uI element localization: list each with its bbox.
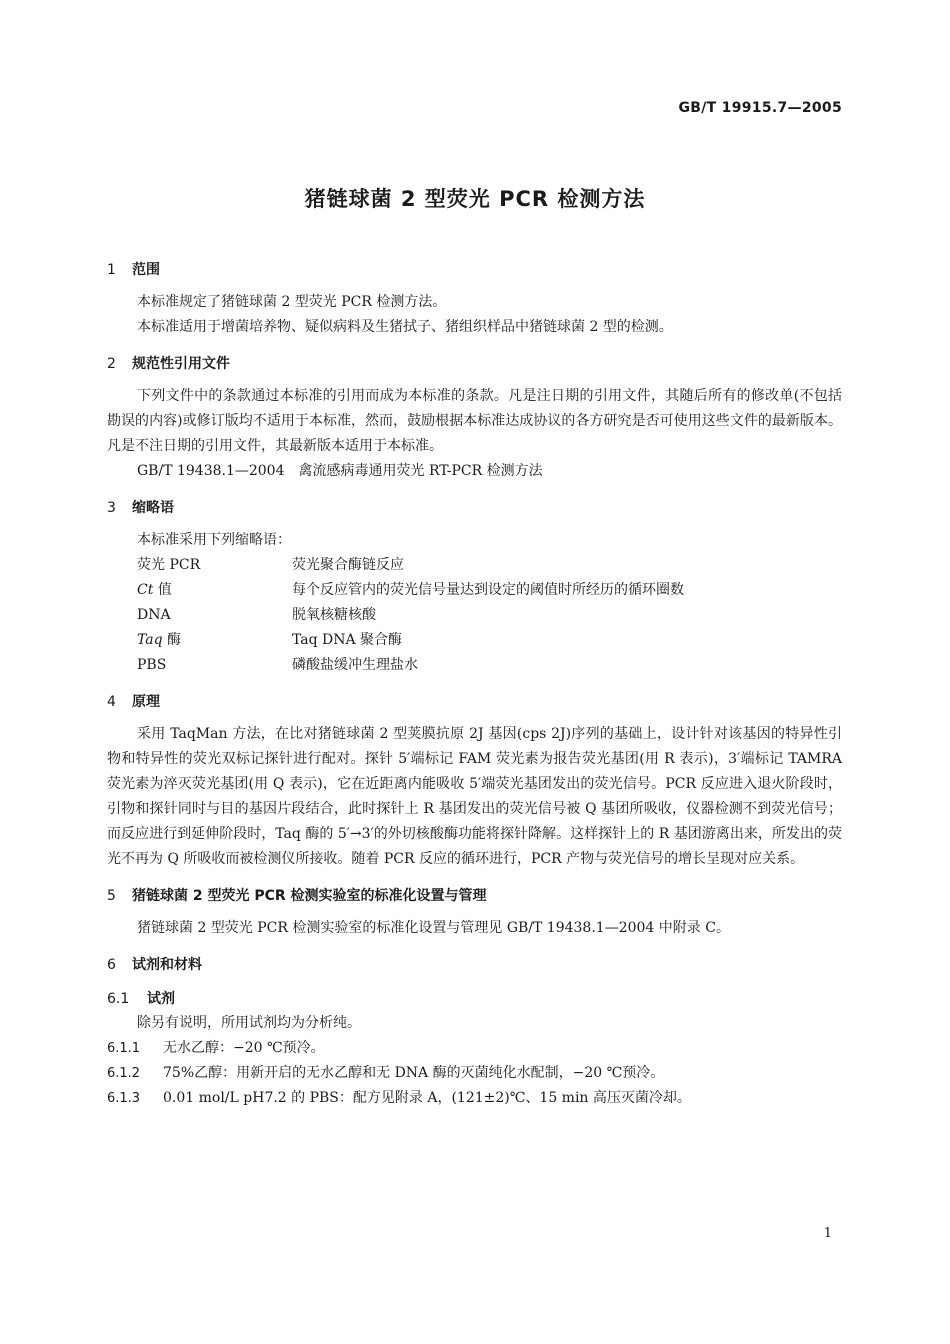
section-title: 缩略语: [132, 500, 174, 516]
clause-item: [107, 1086, 842, 1111]
abbreviation-row: [107, 628, 842, 653]
abbreviation-definition: 磷酸盐缓冲生理盐水: [292, 657, 418, 673]
clause-item: [107, 1036, 842, 1061]
abbreviation-term: Ct 值: [137, 582, 172, 598]
section-heading: [107, 352, 842, 376]
section-heading: [107, 953, 842, 977]
subsection-number: 6.1: [107, 991, 130, 1007]
subsection-title: 试剂: [147, 991, 175, 1007]
paragraph: 本标准规定了猪链球菌 2 型荧光 PCR 检测方法。: [137, 294, 447, 310]
reference-title: 禽流感病毒通用荧光 RT-PCR 检测方法: [298, 463, 543, 479]
document-title: 猪链球菌 2 型荧光 PCR 检测方法: [304, 187, 646, 211]
section-title: 范围: [132, 262, 160, 278]
clause-item: [107, 1061, 842, 1086]
abbreviation-row: [107, 603, 842, 628]
section-heading: [107, 496, 842, 520]
section-title: 试剂和材料: [132, 957, 202, 973]
reference-code: GB/T 19438.1—2004: [137, 463, 285, 479]
abbreviation-term: Taq 酶: [137, 632, 182, 648]
section-title: 规范性引用文件: [132, 356, 230, 372]
subsection-heading: [107, 987, 842, 1011]
paragraph: 除另有说明，所用试剂均为分析纯。: [137, 1015, 361, 1031]
section-heading: [107, 884, 842, 908]
section-number: 1: [107, 262, 116, 278]
clause-text: 75%乙醇：用新开启的无水乙醇和无 DNA 酶的灭菌纯化水配制，−20 ℃预冷。: [163, 1065, 665, 1081]
section-number: 4: [107, 694, 116, 710]
abbreviation-term: 荧光 PCR: [137, 557, 201, 573]
section-number: 3: [107, 500, 116, 516]
abbreviation-term: PBS: [137, 657, 167, 673]
clause-number: 6.1.2: [107, 1066, 141, 1081]
section-number: 5: [107, 888, 116, 904]
abbreviation-definition: 脱氧核糖核酸: [292, 607, 376, 623]
section-title: 猪链球菌 2 型荧光 PCR 检测实验室的标准化设置与管理: [132, 888, 487, 904]
paragraph: 本标准采用下列缩略语：: [137, 532, 291, 548]
standard-number: GB/T 19915.7—2005: [678, 100, 842, 116]
section-number: 6: [107, 957, 116, 973]
paragraph: 采用 TaqMan 方法，在比对猪链球菌 2 型荚膜抗原 2J 基因(cps 2J)序列的基础上，设计针对该基因的特异性引物和特异性的荧光双标记探针进行配对。探针 5′端标记 FAM 荧光素为报告荧光基团(用 R 表示)，3′端标记 TAMRA 荧光素为淬灭荧光基团(用 Q 表示)，它在近距离内能吸收 5′端荧光基团发出的荧光信号。PCR 反应进入退火阶段时，引物和探针同时与目的基因片段结合，此时探针上 R 基团发出的荧光信号被 Q 基团所吸收，仪器检测不到荧光信号；而反应进行到延伸阶段时，Taq 酶的 5′→3′的外切核酸酶功能将探针降解。这样探针上的 R 基团游离出来，所发出的荧光不再为 Q 所吸收而被检测仪所接收。随着 PCR 反应的循环进行，PCR 产物与荧光信号的增长呈现对应关系。: [107, 726, 842, 867]
abbreviation-list: [107, 553, 842, 678]
clause-text: 无水乙醇：−20 ℃预冷。: [163, 1040, 325, 1056]
normative-reference: [107, 459, 842, 484]
section-title: 原理: [132, 694, 160, 710]
section-heading: [107, 258, 842, 282]
paragraph: 下列文件中的条款通过本标准的引用而成为本标准的条款。凡是注日期的引用文件，其随后所有的修改单(不包括勘误的内容)或修订版均不适用于本标准，然而，鼓励根据本标准达成协议的各方研究是否可使用这些文件的最新版本。凡是不注日期的引用文件，其最新版本适用于本标准。: [107, 388, 842, 454]
section-number: 2: [107, 356, 116, 372]
paragraph: 猪链球菌 2 型荧光 PCR 检测实验室的标准化设置与管理见 GB/T 19438.1—2004 中附录 C。: [137, 920, 730, 936]
abbreviation-row: [107, 578, 842, 603]
abbreviation-definition: 每个反应管内的荧光信号量达到设定的阈值时所经历的循环圈数: [292, 582, 684, 598]
paragraph: 本标准适用于增菌培养物、疑似病料及生猪拭子、猪组织样品中猪链球菌 2 型的检测。: [137, 319, 673, 335]
abbreviation-row: [107, 653, 842, 678]
abbreviation-definition: Taq DNA 聚合酶: [292, 632, 403, 648]
clause-number: 6.1.1: [107, 1041, 141, 1056]
abbreviation-definition: 荧光聚合酶链反应: [292, 557, 404, 573]
clause-text: 0.01 mol/L pH7.2 的 PBS：配方见附录 A，(121±2)℃、15 min 高压灭菌冷却。: [163, 1090, 691, 1106]
section-heading: [107, 690, 842, 714]
abbreviation-term: DNA: [137, 607, 171, 623]
clause-number: 6.1.3: [107, 1091, 141, 1106]
page-number: 1: [823, 1226, 832, 1241]
abbreviation-row: [107, 553, 842, 578]
document-body: [107, 258, 842, 1111]
